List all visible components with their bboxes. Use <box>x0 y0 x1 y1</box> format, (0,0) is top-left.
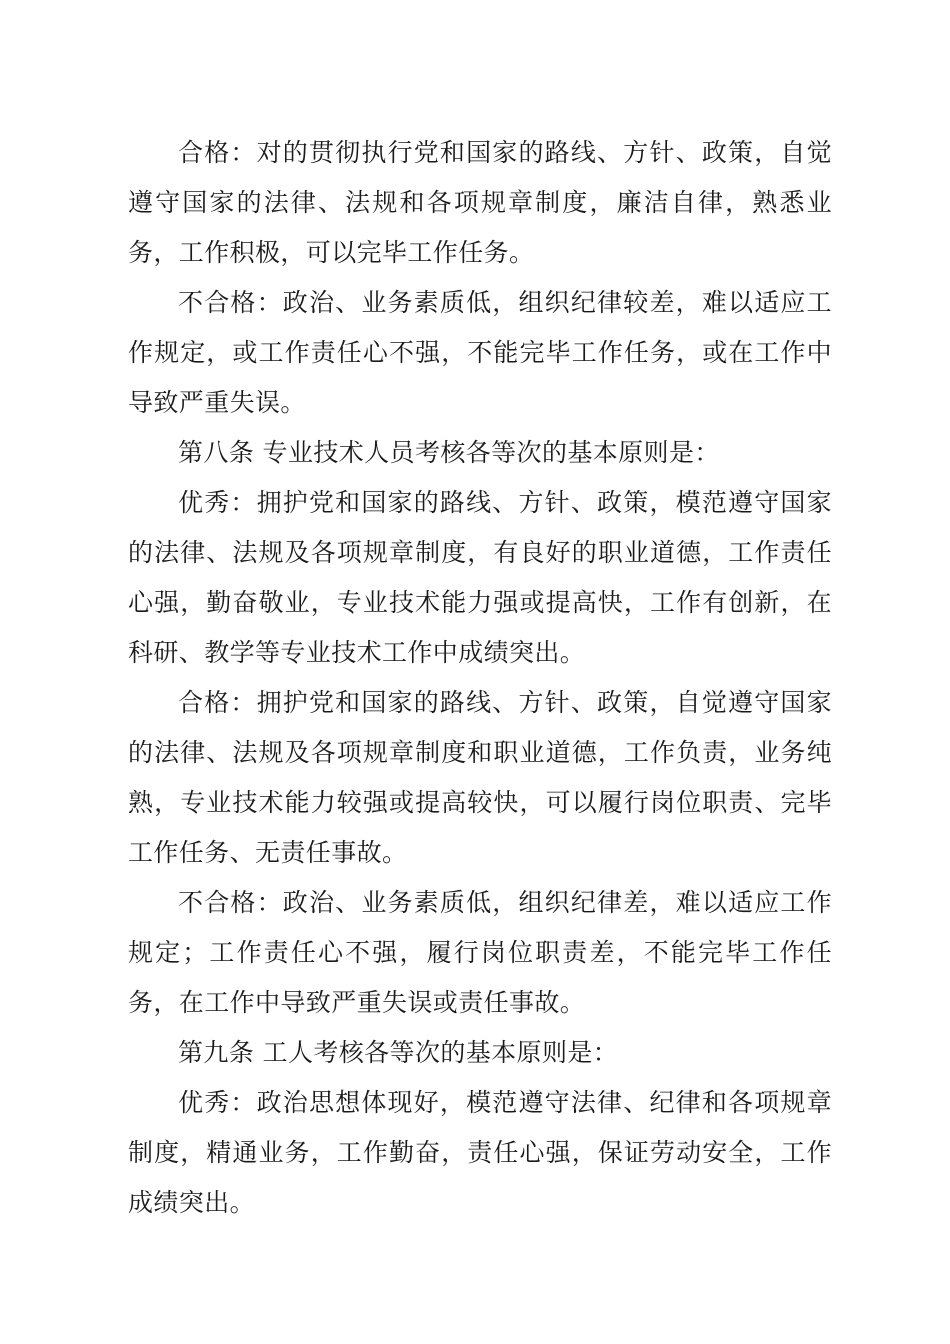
paragraph-qualified-technical: 合格：拥护党和国家的路线、方针、政策，自觉遵守国家的法律、法规及各项规章制度和职业道德，工作负责，业务纯熟，专业技术能力较强或提高较快，可以履行岗位职责、完毕工作任务、无责任事故。 <box>128 688 832 867</box>
article-8-heading: 第八条 专业技术人员考核各等次的基本原则是： <box>178 438 720 467</box>
paragraph-excellent-workers: 优秀：政治思想体现好，模范遵守法律、纪律和各项规章制度，精通业务，工作勤奋，责任心强，保证劳动安全，工作成绩突出。 <box>128 1088 832 1217</box>
document-body <box>128 128 832 1228</box>
paragraph-excellent-technical: 优秀：拥护党和国家的路线、方针、政策，模范遵守国家的法律、法规及各项规章制度，有良好的职业道德，工作责任心强，勤奋敬业，专业技术能力强或提高快，工作有创新，在科研、教学等专业技术工作中成绩突出。 <box>128 488 832 667</box>
paragraph-qualified-staff: 合格：对的贯彻执行党和国家的路线、方针、政策，自觉遵守国家的法律、法规和各项规章制度，廉洁自律，熟悉业务，工作积极，可以完毕工作任务。 <box>128 138 832 267</box>
paragraph-unqualified-technical: 不合格：政治、业务素质低，组织纪律差，难以适应工作规定；工作责任心不强，履行岗位职责差，不能完毕工作任务，在工作中导致严重失误或责任事故。 <box>128 888 832 1017</box>
article-9-heading: 第九条 工人考核各等次的基本原则是： <box>178 1038 619 1067</box>
paragraph-unqualified-staff: 不合格：政治、业务素质低，组织纪律较差，难以适应工作规定，或工作责任心不强，不能完毕工作任务，或在工作中导致严重失误。 <box>128 288 832 417</box>
